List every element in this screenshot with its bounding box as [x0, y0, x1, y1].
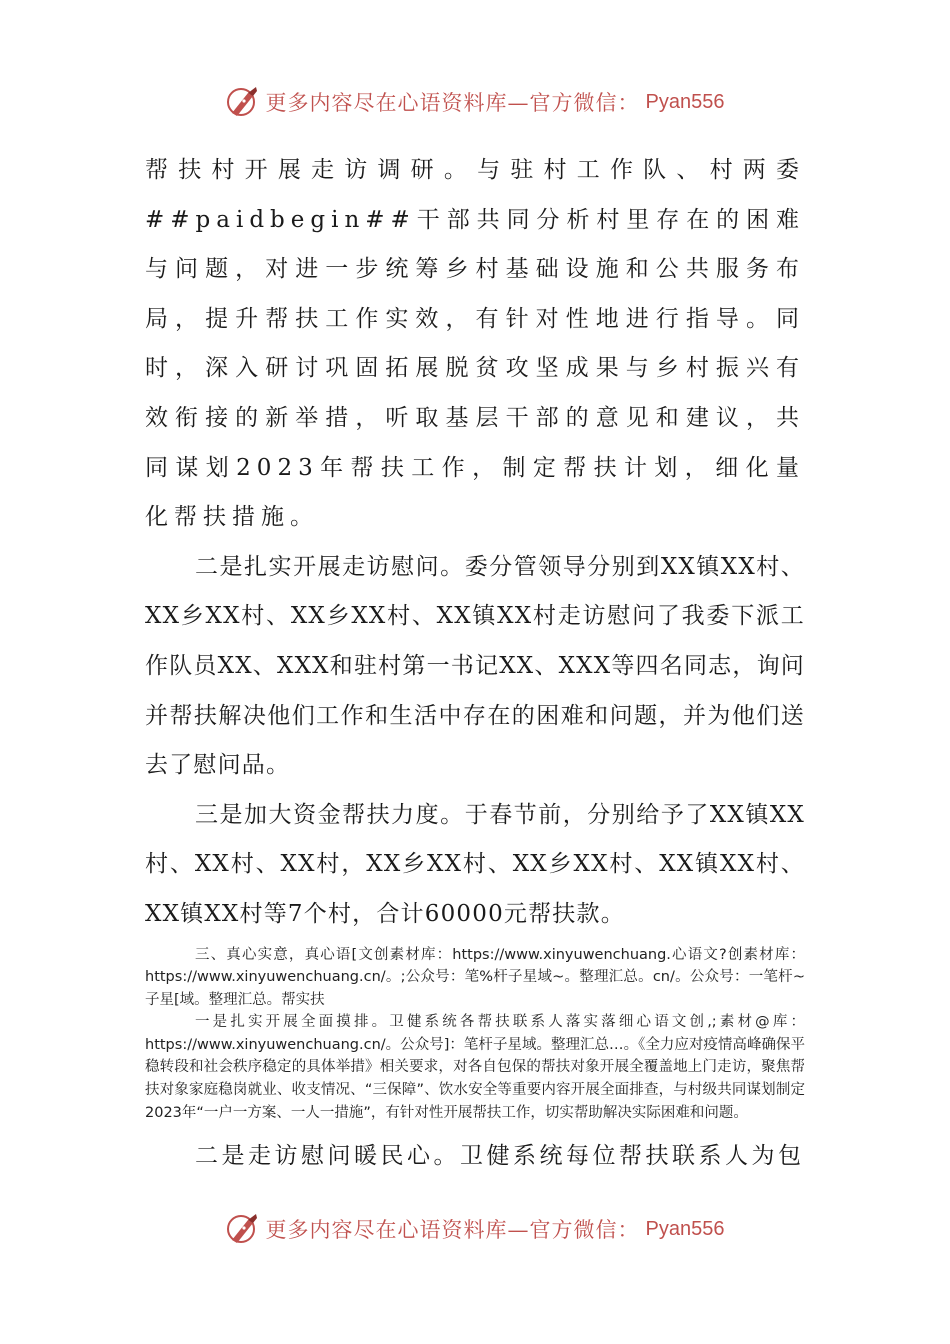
watermark-brand-text: 更多内容尽在心语资料库—官方微信： [265, 1218, 640, 1242]
pen-nib-circle-icon [226, 1212, 260, 1246]
watermark-brand-text: 更多内容尽在心语资料库—官方微信： [265, 91, 640, 115]
small-paragraph: 一是扎实开展全面摸排。卫健系统各帮扶联系人落实落细心语文创,;素材@库：https://www.xinyuwenchuang.cn/。公众号]：笔杆子星域。整理汇总…。《全力应对疫情高峰确保平稳转段和社会秩序稳定的具体举措》相关要求，对各自包保的帮扶对象开展全覆盖地上门走访，聚焦帮扶对象家庭稳岗就业、收支情况、“三保障”、饮水安全等重要内容开展全面排查，与村级共同谋划制定2023年“一户一方案、一人一措施”，有针对性开展帮扶工作，切实帮助解决实际困难和问题。 [145, 1014, 805, 1121]
pen-nib-circle-icon [226, 85, 260, 119]
body-paragraph: 三是加大资金帮扶力度。于春节前，分别给予了XX镇XX村、XX村、XX村，XX乡XX村、XX乡XX村、XX镇XX村、XX镇XX村等7个村，合计60000元帮扶款。 [145, 801, 805, 927]
watermark-header [0, 82, 950, 122]
watermark-wechat-id: Pyan556 [645, 90, 725, 113]
small-text-block [145, 944, 805, 1125]
body-paragraph: 帮扶村开展走访调研。与驻村工作队、村两委##paidbegin##干部共同分析村里存在的困难与问题，对进一步统筹乡村基础设施和公共服务布局，提升帮扶工作实效，有针对性地进行指导。同时，深入研讨巩固拓展脱贫攻坚成果与乡村振兴有效衔接的新举措，听取基层干部的意见和建议，共同谋划2023年帮扶工作，制定帮扶计划，细化量化帮扶措施。 [145, 157, 805, 531]
body-paragraph: 二是走访慰问暖民心。卫健系统每位帮扶联系人为包 [195, 1143, 805, 1170]
watermark-footer [0, 1209, 950, 1249]
body-paragraph: 二是扎实开展走访慰问。委分管领导分别到XX镇XX村、XX乡XX村、XX乡XX村、XX镇XX村走访慰问了我委下派工作队员XX、XXX和驻村第一书记XX、XXX等四名同志，询问并帮扶解决他们工作和生活中存在的困难和问题，并为他们送去了慰问品。 [145, 553, 805, 779]
small-paragraph: 三、真心实意，真心语[文创素材库：https://www.xinyuwenchuang.心语文?创素材库：https://www.xinyuwenchuang.cn/。;公众号：笔%杆子星域~。整理汇总。cn/。公众号：一笔杆~子星[域。整理汇总。帮实扶 [145, 946, 805, 1008]
watermark-wechat-id: Pyan556 [645, 1217, 725, 1240]
document-body [145, 146, 805, 1182]
